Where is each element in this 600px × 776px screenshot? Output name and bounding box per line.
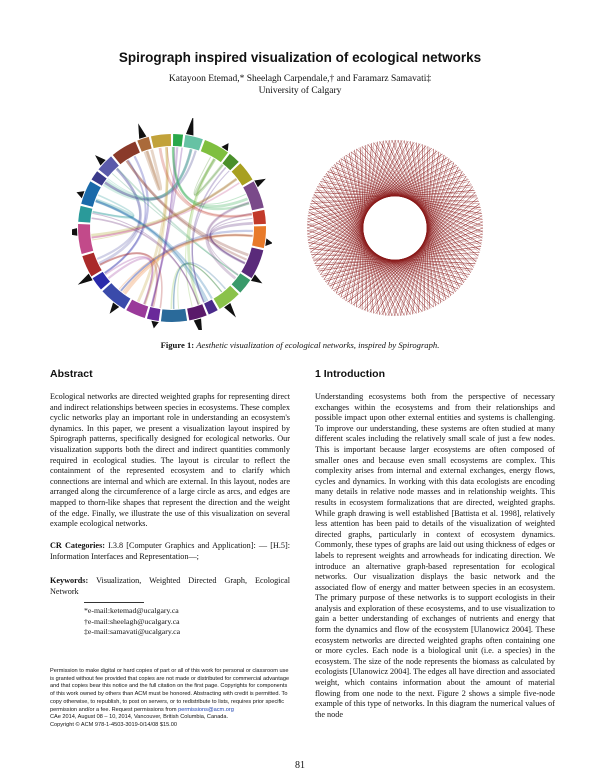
email-3: ‡e-mail:samavati@ucalgary.ca bbox=[84, 627, 181, 637]
conference-line: CAe 2014, August 08 – 10, 2014, Vancouver, British Columbia, Canada. bbox=[50, 714, 229, 721]
affiliation: University of Calgary bbox=[258, 86, 342, 96]
thorn bbox=[194, 318, 203, 330]
figure-caption-text: Aesthetic visualization of ecological networks, inspired by Spirograph. bbox=[196, 340, 440, 350]
ring-segment bbox=[252, 210, 265, 224]
spirograph-edges bbox=[307, 140, 483, 316]
cr-text: I.3.8 [Computer Graphics and Application]: — [H.5]: Information Interfaces and Representation—; bbox=[50, 541, 290, 561]
chord-edges bbox=[91, 147, 253, 309]
email-2: †e-mail:sheelagh@ucalgary.ca bbox=[84, 616, 180, 626]
keywords bbox=[50, 576, 290, 597]
authors: Katayoon Etemad,* Sheelagh Carpendale,† and Faramarz Samavati‡ bbox=[168, 74, 432, 84]
figure-label: Figure 1: bbox=[160, 340, 195, 350]
thorn bbox=[138, 123, 146, 139]
figure-caption bbox=[0, 340, 600, 350]
ring-segment bbox=[147, 307, 160, 321]
keywords-label: Keywords: bbox=[50, 576, 89, 585]
introduction-heading: 1 Introduction bbox=[315, 368, 385, 380]
thorn bbox=[72, 228, 77, 236]
thorn bbox=[186, 118, 193, 135]
paper-title: Spirograph inspired visualization of ecological networks bbox=[118, 50, 482, 65]
introduction-text: Understanding ecosystems both from the perspective of necessary exchanges within the ecosystems and from their relationships and possible impact upon other external entities and systems is challenging. To improve our understanding, these systems are often studied at many different scales including the relatively small scale of just a few nodes. This is important because larger ecosystems are often composed of smaller ones and because even small ecosystems are complex. This complexity arises from internal and external exchanges, energy flows, cycles and dynamics. In working with this data ecologists are encoding many details in relative node masses and in relationship weights. This results in ecosystem formalizations that are directed, weighted graphs. While graph drawing is well established [Battista et al. 1998], relatively less attention has been paid to details of the visualization of weighted directed graphs, particularly in context of ecosystem dynamics. Commonly, these types of graphs are laid out using thickness of edges or labels to represent weights and arrowheads for indicating direction. We introduce an alternative graph-based representation for ecological networks. Our visualization displays the basic network and the associated flow of energy and matter between species in an ecosystem. The primary purpose of these networks is to support ecologists in their analysis and exploration of these ecosystems, and to use visualization to gain a better understanding of exchanges of nutrients and energy that form the dynamics and flow of the ecosystem [Ulanowicz 2004]. These ecosystem networks are directed weighted graphs often containing one or more cycles. Each node is a biological unit (i.e. a species) in the ecosystem. The size of the node represents the biomass as calculated by ecologists [Ulanowicz 2004]. The edges all have direction and associated weight, which contains information about the amount of material flowing from one node to the next. Figure 2 shows a simple five-node example of this type of networks. In this diagram the numerical values of the node bbox=[315, 392, 555, 719]
cr-label: CR Categories: bbox=[50, 541, 105, 550]
chord-figure bbox=[72, 118, 272, 330]
spirograph-figure bbox=[295, 128, 495, 328]
ring-segment bbox=[137, 137, 151, 152]
email-footnotes bbox=[84, 606, 284, 638]
permission-text: Permission to make digital or hard copies of part or all of this work for personal or classroom use is granted without fee provided that copies are not made or distributed for commercial advantage and that copies bear this notice and the full citation on the first page. Copyrights for components of this work owned by others than ACM must be honored. Abstracting with credit is permitted. To copy otherwise, to republish, to post on servers, or to redistribute to lists, requires prior specific permission and/or a fee. Request permissions from bbox=[50, 668, 290, 713]
footnote-rule bbox=[84, 602, 144, 603]
ring-segment bbox=[78, 224, 93, 254]
chord-edge bbox=[210, 223, 253, 263]
ring-segment bbox=[78, 206, 92, 223]
thorn bbox=[151, 321, 158, 329]
ring-segment bbox=[184, 135, 203, 151]
ring-segment bbox=[151, 134, 171, 148]
abstract-heading: Abstract bbox=[50, 368, 93, 380]
thorn bbox=[265, 238, 272, 246]
ring-segment bbox=[252, 226, 266, 248]
ring-segment bbox=[161, 309, 187, 322]
ring-segment bbox=[187, 304, 207, 320]
keywords-text: Visualization, Weighted Directed Graph, Ecological Network bbox=[50, 576, 290, 596]
thorn bbox=[78, 274, 93, 285]
ring-segment bbox=[243, 181, 264, 210]
ring-segment bbox=[201, 140, 228, 162]
email-1: *e-mail:ketemad@ucalgary.ca bbox=[84, 606, 179, 615]
ring-segment bbox=[214, 286, 239, 309]
copyright-line: Copyright © ACM 978-1-4503-3019-0/14/08 $15.00 bbox=[50, 721, 177, 728]
ring-segment bbox=[173, 134, 183, 147]
page-number: 81 bbox=[295, 760, 305, 771]
permission-notice bbox=[50, 668, 290, 730]
ring-segment bbox=[82, 253, 101, 277]
ring-segment bbox=[232, 163, 253, 185]
permission-link[interactable]: permissions@acm.org bbox=[178, 706, 234, 713]
abstract-text: Ecological networks are directed weighted graphs for representing direct and indirect relationships between species in ecosystems. These complex cyclic networks play an important role in understanding an ecosystem's dynamics. In this paper, we present a visualization layout inspired by Spirograph patterns, specifically designed for ecological networks. Our visualization supports both the direct and indirect quantities commonly required in ecological studies. The layout is circular to reflect the containment of the represented ecosystem and to clarify which connections are internal and which are external. In this layout, nodes are arranged along the circumference of a large circle as arcs, and edges are mapped to thorn-like shapes that represent the direction and the weight of the edge. Finally, we illustrate the use of this visualization on several example ecological networks. bbox=[50, 392, 290, 529]
thorn bbox=[224, 303, 236, 317]
cr-categories bbox=[50, 541, 290, 562]
